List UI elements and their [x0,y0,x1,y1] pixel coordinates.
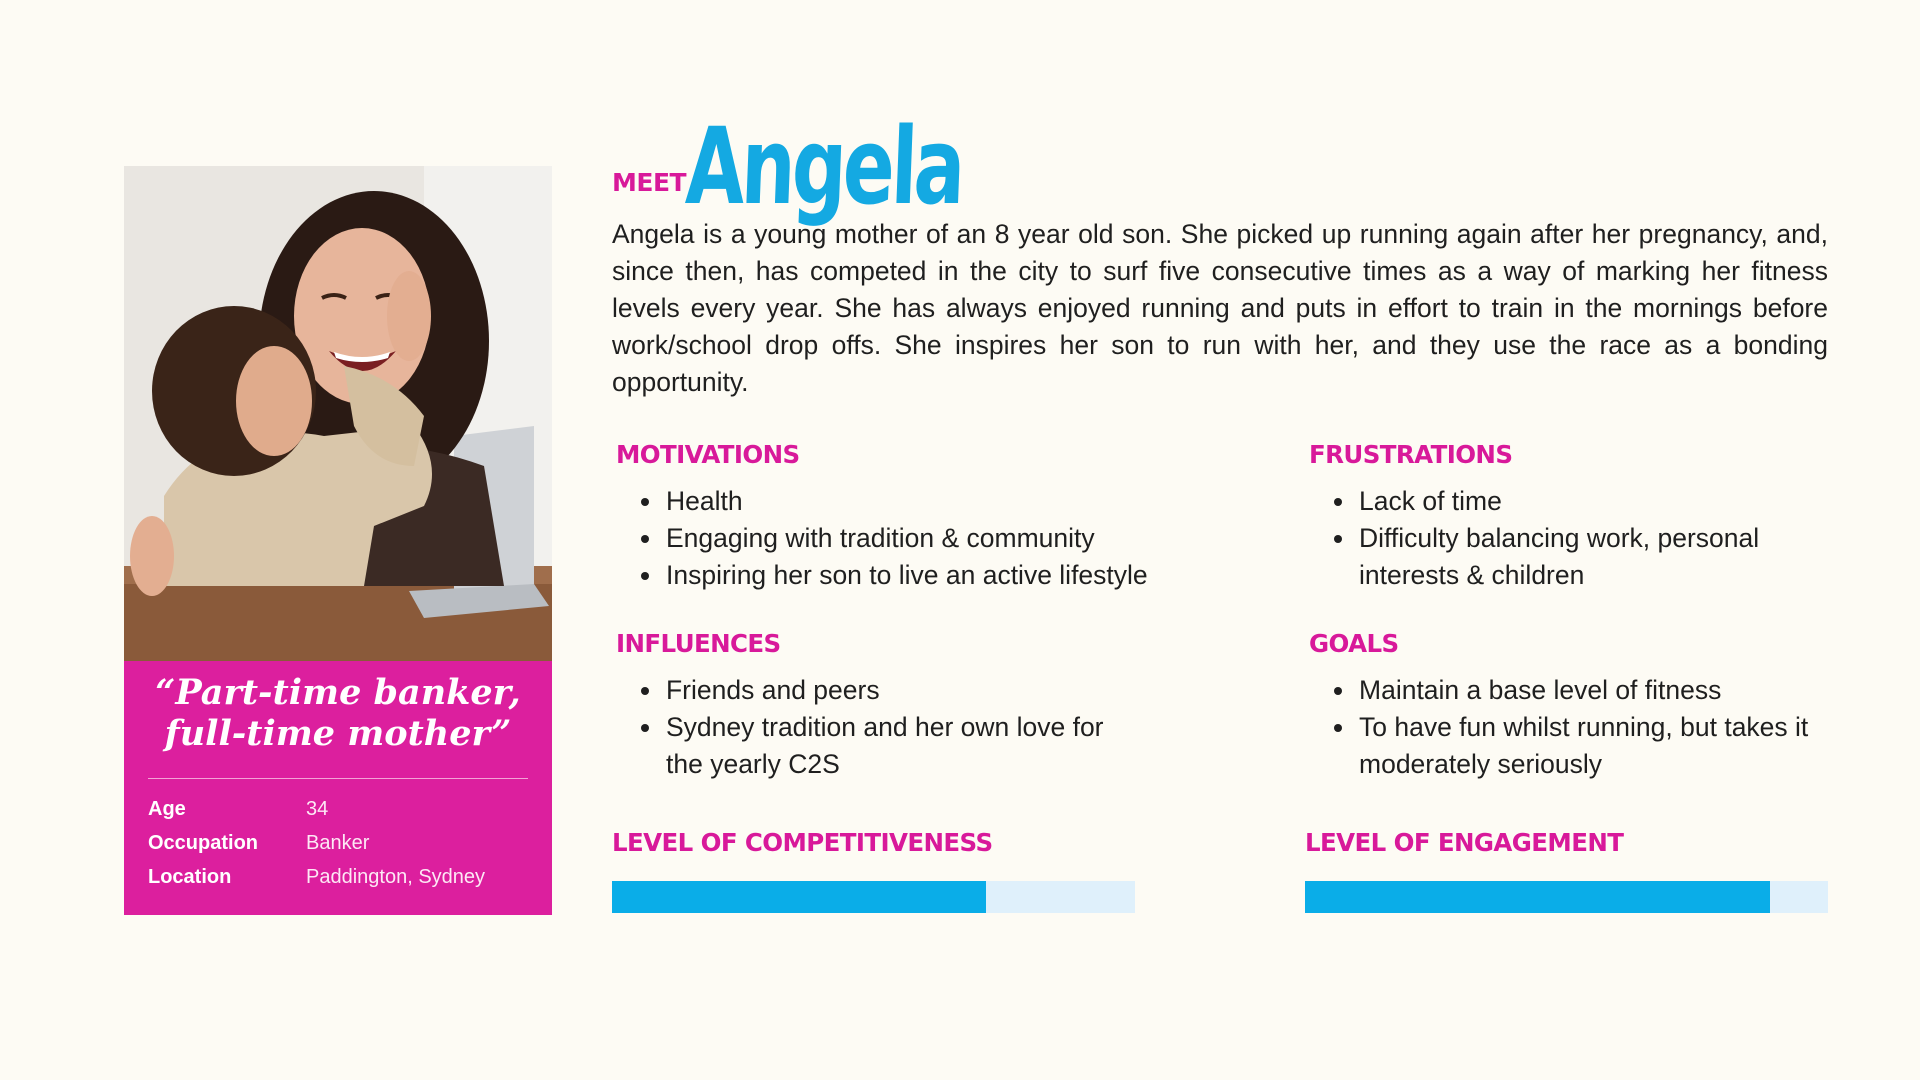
persona-bio: Angela is a young mother of an 8 year old son. She picked up running again after her pregnancy, and, since then, has competed in the city to surf five consecutive times as a way of marking her fitness levels every year. She has always enjoyed running and puts in effort to train in the mornings before work/school drop offs. She inspires her son to run with her, and they use the race as a bonding opportunity. [612,219,1828,397]
goals-section [1309,629,1829,783]
engagement-bar-track [1305,881,1828,913]
frustrations-list [1309,483,1829,594]
list-item: Lack of time [1309,483,1829,520]
competitiveness-bar-fill [612,881,986,913]
section-title: GOALS [1309,629,1399,658]
section-title: INFLUENCES [616,629,781,658]
engagement-bar-fill [1305,881,1770,913]
list-item: Friends and peers [616,672,1136,709]
level-title: LEVEL OF ENGAGEMENT [1305,828,1624,857]
fact-label: Occupation [148,831,259,854]
list-item: To have fun whilst running, but takes it moderately seriously [1309,709,1829,783]
profile-photo [124,166,552,661]
persona-quote: “Part-time banker, full-time mother” [155,672,521,754]
influences-section [616,629,1136,783]
fact-value: 34 [306,797,329,820]
motivations-section [616,440,1256,594]
fact-label: Location [148,865,232,888]
fact-label: Age [148,797,186,820]
level-title: LEVEL OF COMPETITIVENESS [612,828,993,857]
section-title: FRUSTRATIONS [1309,440,1513,469]
fact-value: Paddington, Sydney [306,865,486,888]
competitiveness-bar-track [612,881,1135,913]
profile-facts [148,792,538,894]
list-item: Difficulty balancing work, personal interests & children [1309,520,1829,594]
list-item: Engaging with tradition & community [616,520,1256,557]
influences-list [616,672,1136,783]
fact-row-location [148,860,538,894]
section-title: MOTIVATIONS [616,440,800,469]
competitiveness-level [612,828,993,857]
motivations-list [616,483,1256,594]
engagement-level [1305,828,1623,857]
profile-card [124,166,552,915]
list-item: Maintain a base level of fitness [1309,672,1829,709]
fact-row-age [148,792,538,826]
goals-list [1309,672,1829,783]
fact-row-occupation [148,826,538,860]
list-item: Health [616,483,1256,520]
list-item: Inspiring her son to live an active lifestyle [616,557,1256,594]
card-divider [148,778,528,779]
frustrations-section [1309,440,1829,594]
meet-label: MEET [612,168,687,197]
persona-name: Angela [683,105,965,228]
list-item: Sydney tradition and her own love for the yearly C2S [616,709,1136,783]
fact-value: Banker [306,831,370,854]
